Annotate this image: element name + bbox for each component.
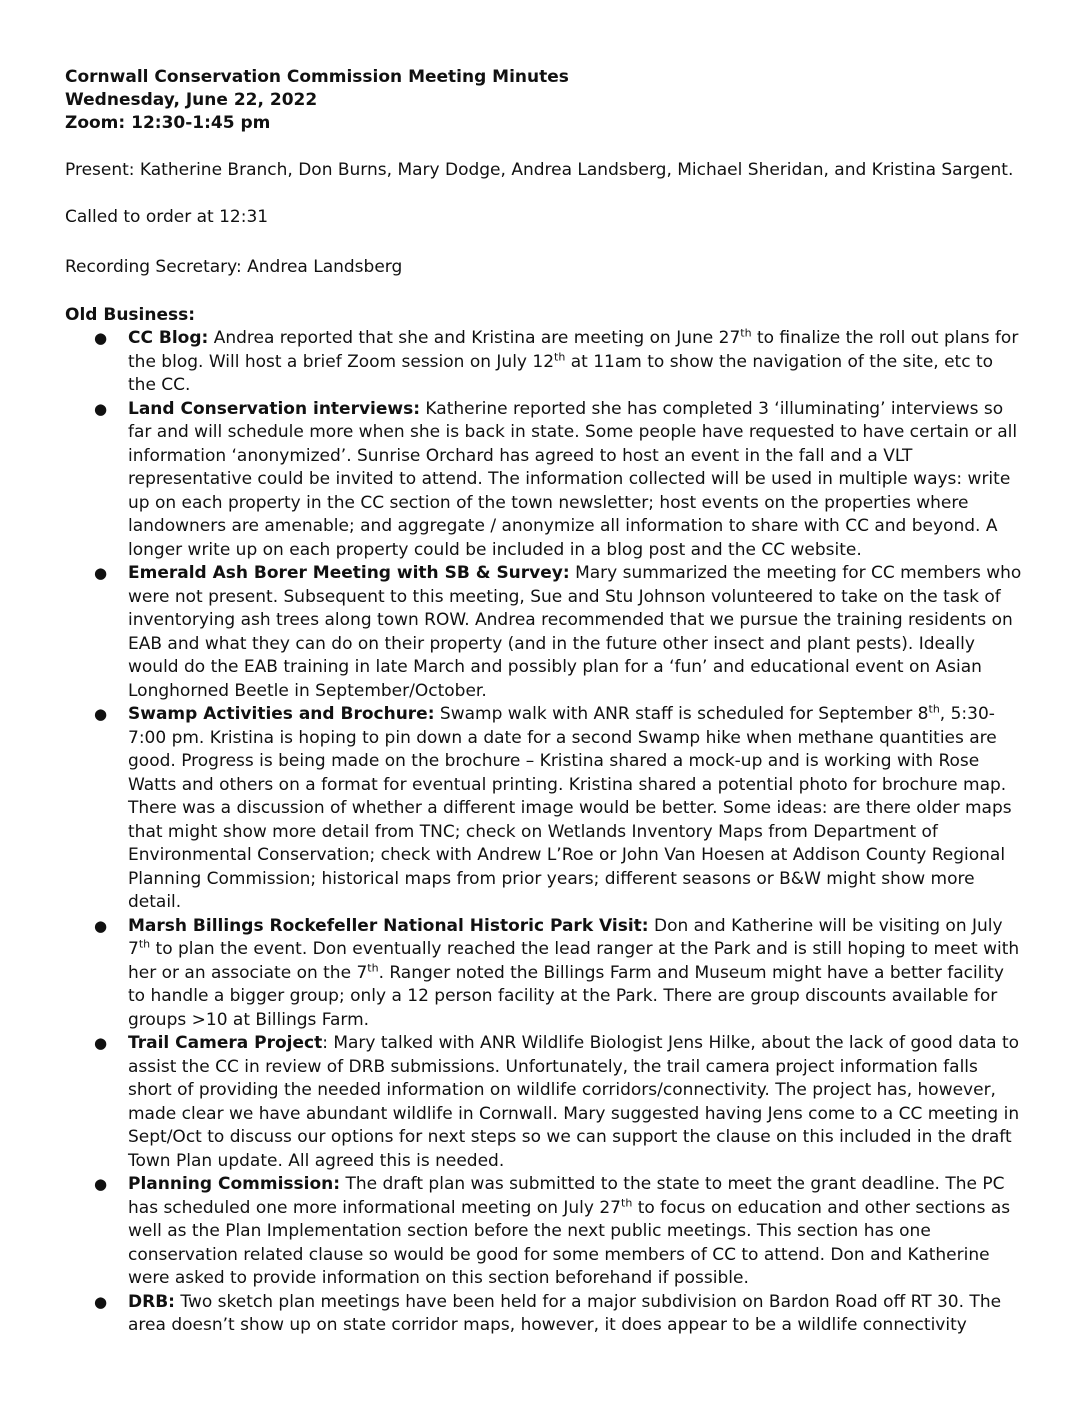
item-lead: Planning Commission: (128, 1174, 341, 1194)
ordinal-suffix: th (138, 937, 151, 951)
item-lead: Land Conservation interviews: (128, 398, 421, 419)
list-item-emerald-ash-borer (65, 562, 1025, 703)
attendees-paragraph: Present: Katherine Branch, Don Burns, Mary Dodge, Andrea Landsberg, Michael Sheridan, and Kristina Sargent. (65, 160, 1014, 180)
item-text: Don and Katherine will be visiting on July 7 (128, 915, 1003, 959)
ordinal-suffix: th (621, 1195, 633, 1209)
list-item-land-conservation (65, 398, 1025, 563)
bullet-icon: ● (94, 916, 108, 935)
item-text: Two sketch plan meetings have been held for a major subdivision on Bardon Road off RT 30. The area doesn’t show up on state corridor maps, however, it does appear to be a wildlife connectivity (128, 1291, 1002, 1335)
bullet-icon: ● (94, 1175, 108, 1193)
list-item-planning-commission (65, 1173, 1025, 1291)
ordinal-suffix: th (740, 326, 752, 340)
item-text: , 5:30-7:00 pm. Kristina is hoping to pin down a date for a second Swamp hike when methane quantities are good. Progress is being made on the brochure – Kristina shared a mock-up and is working with Rose Watts and others on a format for eventual printing. Kristina shared a potential photo for brochure map. There was a discussion of whether a different image would be better. Some ideas: are there older maps that might show more detail from TNC; check on Wetlands Inventory Maps from Department of Environmental Conservation; check with Andrew L’Roe or John Van Hoesen at Addison County Regional Planning Commission; historical maps from prior years; different seasons or B&W might show more detail. (128, 704, 1012, 912)
item-text: The draft plan was submitted to the state to meet the grant deadline. The PC has scheduled one more informational meeting on July 27 (128, 1174, 1005, 1218)
item-text: Mary summarized the meeting for CC members who were not present. Subsequent to this meeting, Sue and Stu Johnson volunteered to take on the task of inventorying ash trees along town ROW. Andrea recommended that we pursue the training residents on EAB and what they can do on their property (and in the future other insect and plant pests). Ideally would do the EAB training in late March and possibly plan for a ‘fun’ and educational event on Asian Longhorned Beetle in September/October. (128, 563, 1022, 701)
old-business-heading: Old Business: (65, 305, 196, 325)
bullet-icon: ● (94, 1292, 108, 1311)
item-lead: Marsh Billings Rockefeller National Historic Park Visit: (128, 915, 649, 936)
list-item-trail-camera (65, 1032, 1025, 1173)
ordinal-suffix: th (928, 702, 940, 716)
list-item-drb (65, 1291, 1025, 1338)
ordinal-suffix: th (554, 349, 566, 363)
list-item-cc-blog (65, 327, 1025, 398)
item-text: . Ranger noted the Billings Farm and Museum might have a better facility to handle a bigger group; only a 12 person facility at the Park. There are group discounts available for groups >10 at Billings Farm. (128, 962, 1004, 1030)
list-item-marsh-billings (65, 915, 1025, 1033)
item-text: to plan the event. Don eventually reached the lead ranger at the Park and is still hoping to meet with her or an associate on the 7 (128, 939, 1020, 983)
document-title: Cornwall Conservation Commission Meeting Minutes (65, 67, 569, 87)
bullet-icon: ● (94, 399, 108, 418)
bullet-icon: ● (94, 329, 108, 347)
meeting-zoom-time: Zoom: 12:30-1:45 pm (65, 113, 271, 133)
item-text: to finalize the roll out plans for the blog. Will host a brief Zoom session on July 12 (128, 328, 1019, 372)
bullet-icon: ● (94, 564, 108, 582)
called-to-order: Called to order at 12:31 (65, 207, 269, 227)
bullet-icon: ● (94, 705, 108, 723)
item-lead: DRB: (128, 1291, 175, 1312)
item-lead: CC Blog: (128, 328, 209, 348)
list-item-swamp-activities (65, 703, 1025, 915)
item-text: Andrea reported that she and Kristina are meeting on June 27 (208, 328, 741, 348)
ordinal-suffix: th (367, 960, 379, 974)
item-text: : Mary talked with ANR Wildlife Biologist Jens Hilke, about the lack of good data to assist the CC in review of DRB submissions. Unfortunately, the trail camera project information falls short of providing the needed information on wildlife corridors/connectivity. The project has, however, made clear we have abundant wildlife in Cornwall. Mary suggested having Jens come to a CC meeting in Sept/Oct to discuss our options for next steps so we can support the clause on this included in the draft Town Plan update. All agreed this is needed. (128, 1033, 1020, 1171)
old-business-list (65, 327, 1025, 1338)
item-lead: Trail Camera Project (128, 1033, 323, 1053)
recording-secretary: Recording Secretary: Andrea Landsberg (65, 257, 403, 277)
meeting-date: Wednesday, June 22, 2022 (65, 90, 318, 110)
item-text: Katherine reported she has completed 3 ‘illuminating’ interviews so far and will schedule more when she is back in state. Some people have requested to have certain or all information ‘anonymized’. Sunrise Orchard has agreed to host an event in the fall and a VLT representative could be invited to attend. The information collected will be used in multiple ways: write up on each property in the CC section of the town newsletter; host events on the properties where landowners are amenable; and aggregate / anonymize all information to share with CC and beyond. A longer write up on each property could be included in a blog post and the CC website. (128, 398, 1018, 560)
document-header (65, 66, 569, 135)
item-lead: Swamp Activities and Brochure: (128, 704, 435, 724)
item-text: at 11am to show the navigation of the site, etc to the CC. (128, 351, 994, 395)
item-text: Swamp walk with ANR staff is scheduled for September 8 (434, 704, 929, 724)
bullet-icon: ● (94, 1034, 108, 1052)
item-text: to focus on education and other sections as well as the Plan Implementation section before the next public meetings. This section has one conservation related clause so would be good for some members of CC to attend. Don and Katherine were asked to provide information on this section beforehand if possible. (128, 1197, 1011, 1288)
item-lead: Emerald Ash Borer Meeting with SB & Survey: (128, 563, 570, 583)
